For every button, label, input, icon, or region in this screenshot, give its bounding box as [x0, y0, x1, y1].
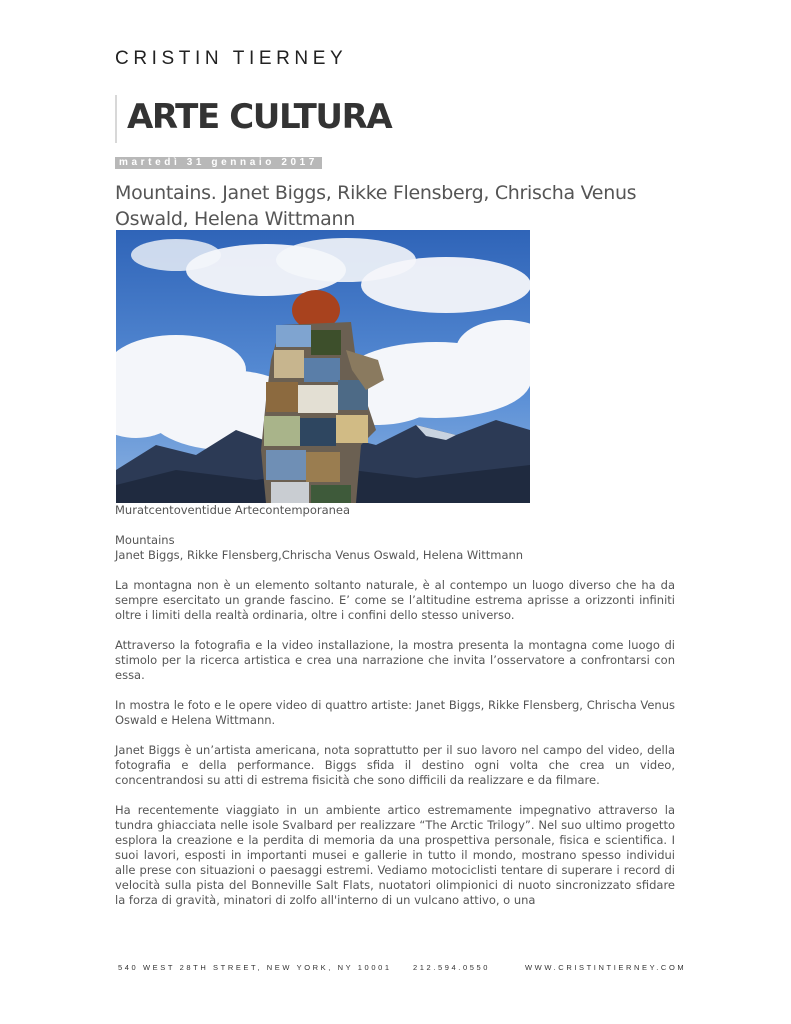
publication-masthead [115, 95, 397, 143]
footer-phone: 212.594.0550 [413, 963, 491, 972]
exhibition-title: Mountains [115, 533, 175, 547]
artists-line: Janet Biggs, Rikke Flensberg,Chrischa Venus Oswald, Helena Wittmann [115, 548, 524, 562]
gallery-name: CRISTIN TIERNEY [115, 48, 348, 69]
article-date: martedì 31 gennaio 2017 [115, 157, 322, 169]
paragraph: Janet Biggs è un’artista americana, nota soprattutto per il suo lavoro nel campo del video, della fotografia e della performance. Biggs sfida il destino ogni volta che crea un video, concentrandosi su atti di estrema fisicità che sono difficili da realizzare e da filmare. [115, 743, 675, 787]
paragraph: Attraverso la fotografia e la video installazione, la mostra presenta la montagna come luogo di stimolo per la ricerca artistica e crea una narrazione che invita l’osservatore a confrontarsi con essa. [115, 638, 675, 682]
paragraph: La montagna non è un elemento soltanto naturale, è al contempo un luogo diverso che ha da sempre esercitato un grande fascino. E’ come se l’altitudine estrema aprisse a orizzonti infiniti oltre i limiti della realtà ordinaria, oltre i confini dello stesso universo. [115, 578, 675, 622]
paragraph: Ha recentemente viaggiato in un ambiente artico estremamente impegnativo attraverso la tundra ghiacciata nelle isole Svalbard per realizzare “The Arctic Trilogy”. Nel suo ultimo progetto esplora la creazione e la perdita di memoria da una prospettiva personale, fisica e scientifica. I suoi lavori, esposti in importanti musei e gallerie in tutto il mondo, mostrano spesso individui alle prese con situazioni o paesaggi estremi. Vediamo motociclisti tentare di superare i record di velocità sulla pista del Bonneville Salt Flats, nuotatori olimpionici di nuoto sincronizzato sfidare la forza di gravità, minatori di zolfo all'interno di un vulcano attivo, o una [115, 803, 675, 907]
publication-name: ARTE CULTURA [127, 97, 392, 137]
article-title: Mountains. Janet Biggs, Rikke Flensberg, Chrischa Venus Oswald, Helena Wittmann [115, 182, 637, 230]
paragraph: In mostra le foto e le opere video di quattro artiste: Janet Biggs, Rikke Flensberg, Chrischa Venus Oswald e Helena Wittmann. [115, 698, 675, 727]
footer-website: WWW.CRISTINTIERNEY.COM [525, 963, 687, 972]
page-footer [118, 963, 687, 975]
footer-address: 540 WEST 28TH STREET, NEW YORK, NY 10001 [118, 963, 392, 972]
exhibition-heading [115, 533, 675, 563]
image-caption: Muratcentoventidue Artecontemporanea [115, 503, 351, 517]
article-photo [116, 230, 530, 503]
article-body [115, 533, 675, 923]
